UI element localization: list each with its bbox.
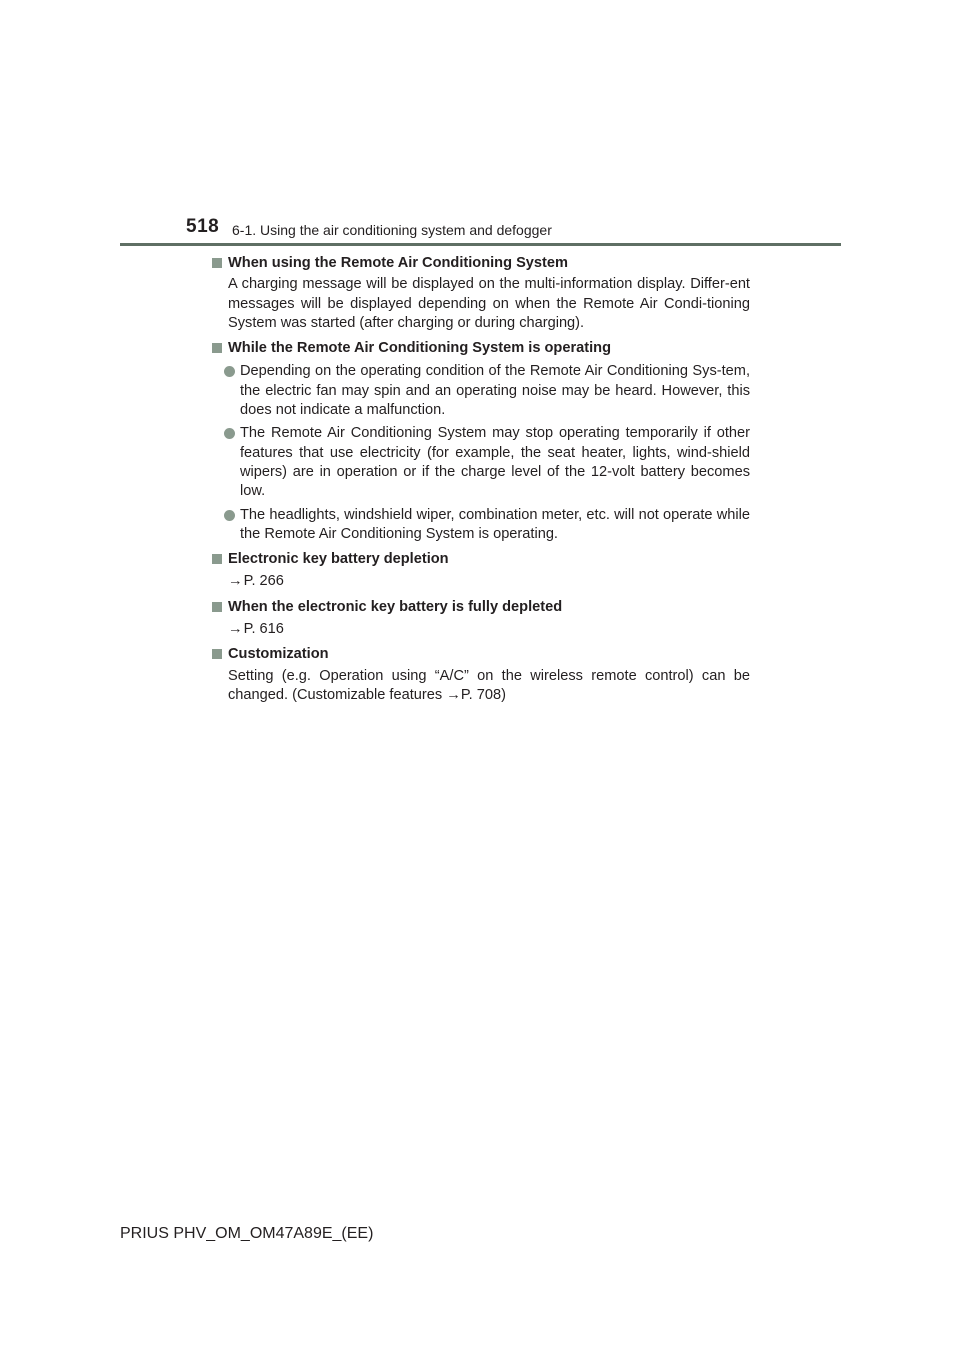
paragraph-remote-ac: A charging message will be displayed on the multi-information display. Differ-ent messages will be displayed depending on when the Remote Air Condi-tioning System was started (after charging or during charging).	[228, 276, 750, 331]
heading-remote-ac	[210, 254, 750, 273]
bullet-text: The Remote Air Conditioning System may stop operating temporarily if other features that use electricity (for example, the seat heater, lights, wind-shield wipers) are in operation or if the charge level of the 12-volt battery becomes low.	[240, 425, 750, 500]
section-title: 6-1. Using the air conditioning system and defogger	[232, 222, 552, 238]
bullet-text: Depending on the operating condition of the Remote Air Conditioning Sys-tem, the electric fan may spin and an operating noise may be heard. However, this does not indicate a malfunction.	[240, 363, 750, 419]
heading-text: While the Remote Air Conditioning System is operating	[228, 340, 611, 357]
bullet-item	[210, 506, 750, 545]
bullet-text: The headlights, windshield wiper, combination meter, etc. will not operate while the Remote Air Conditioning System is operating.	[240, 506, 750, 542]
page-reference-link[interactable]: P. 708)	[460, 686, 506, 703]
customization-text: Setting (e.g. Operation using “A/C” on the wireless remote control) can be changed. (Customizable features	[228, 667, 750, 703]
heading-text: When using the Remote Air Conditioning System	[228, 255, 568, 271]
page-number: 518	[186, 216, 220, 237]
reference-arrow-icon: →	[228, 621, 243, 638]
heading-key-battery-depleted	[210, 598, 750, 617]
square-bullet-icon	[212, 343, 222, 353]
heading-text: Customization	[228, 646, 329, 663]
page-reference	[210, 620, 750, 639]
reference-arrow-icon: →	[446, 686, 461, 703]
heading-key-battery-depletion	[210, 550, 750, 569]
page-reference-link[interactable]: P. 616	[243, 621, 284, 638]
bullet-item	[210, 362, 750, 420]
square-bullet-icon	[212, 554, 222, 564]
square-bullet-icon	[212, 649, 222, 659]
paragraph-customization	[210, 667, 750, 706]
document-code-footer: PRIUS PHV_OM_OM47A89E_(EE)	[120, 1225, 374, 1242]
heading-customization	[210, 645, 750, 664]
page-content	[210, 254, 750, 705]
heading-text: When the electronic key battery is fully depleted	[228, 598, 563, 615]
circle-bullet-icon	[224, 510, 235, 521]
bullet-item	[210, 424, 750, 501]
header-divider	[120, 243, 841, 246]
heading-text: Electronic key battery depletion	[228, 551, 449, 568]
reference-arrow-icon: →	[228, 573, 243, 590]
circle-bullet-icon	[224, 428, 235, 439]
circle-bullet-icon	[224, 366, 235, 377]
square-bullet-icon	[212, 258, 222, 268]
page-reference	[210, 572, 750, 591]
page-reference-link[interactable]: P. 266	[243, 573, 284, 590]
heading-while-operating	[210, 339, 750, 358]
square-bullet-icon	[212, 602, 222, 612]
